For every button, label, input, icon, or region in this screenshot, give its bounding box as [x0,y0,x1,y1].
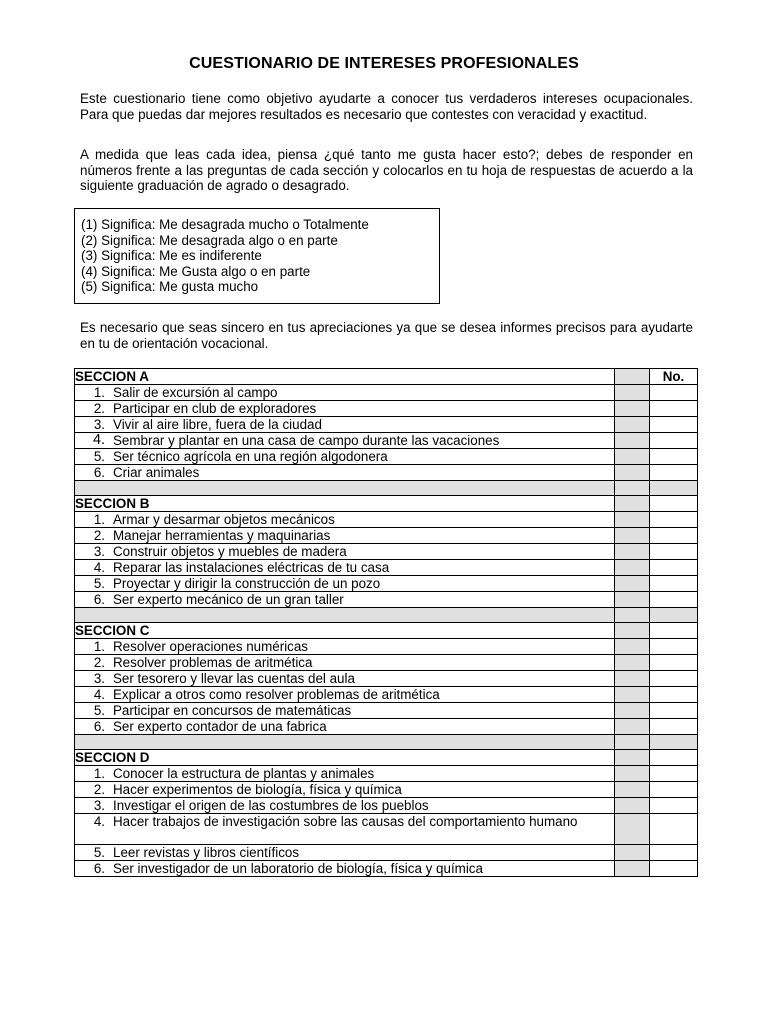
no-column-header: No. [650,369,698,385]
shaded-cell [615,385,650,401]
question-number: 3. [93,417,105,432]
scale-line: (4) Significa: Me Gusta algo o en parte [81,263,311,279]
shaded-cell [615,512,650,528]
question-cell [75,814,615,845]
question-cell [75,512,615,528]
section-title: SECCION B [75,496,615,512]
shaded-cell [615,798,650,814]
answer-cell[interactable] [650,385,698,401]
intro-paragraph-2: A medida que leas cada idea, piensa ¿qué tanto me gusta hacer esto?; debes de responder en números frente a las preguntas de cada sección y colocarlos en tu hoja de respuestas de acuerdo a la siguiente graduación de agrado o desagrado. [80,147,693,194]
separator-cell [615,735,650,750]
answer-cell[interactable] [650,655,698,671]
separator-cell [75,608,615,623]
question-text: Criar animales [113,465,200,480]
answer-cell[interactable] [650,845,698,861]
question-row [75,449,698,465]
question-text: Vivir al aire libre, fuera de la ciudad [113,417,322,432]
separator-cell [650,608,698,623]
section-header-row [75,496,698,512]
question-cell [75,592,615,608]
question-row [75,417,698,433]
question-cell [75,401,615,417]
question-text: Sembrar y plantar en una casa de campo durante las vacaciones [113,433,500,448]
rating-scale-box [74,208,440,304]
separator-row [75,481,698,496]
question-cell [75,528,615,544]
shaded-cell [615,750,650,766]
question-number: 1. [93,385,105,400]
section-title: SECCION A [75,369,615,385]
question-number: 2. [93,782,105,797]
question-row [75,560,698,576]
shaded-cell [615,861,650,877]
question-number: 5. [93,449,105,464]
shaded-cell [615,703,650,719]
answer-cell[interactable] [650,433,698,449]
question-cell [75,465,615,481]
scale-line: (3) Significa: Me es indiferente [81,248,262,263]
question-text: Ser experto contador de una fabrica [113,719,327,734]
answer-cell[interactable] [650,814,698,845]
intro-paragraph-1: Este cuestionario tiene como objetivo ayudarte a conocer tus verdaderos intereses ocupacionales. Para que puedas dar mejores resultados es necesario que contestes con veracidad y exactitud. [80,91,693,122]
question-number: 4. [93,814,105,829]
question-number: 3. [93,544,105,559]
question-row [75,703,698,719]
answer-cell[interactable] [650,639,698,655]
question-row [75,401,698,417]
separator-cell [615,608,650,623]
shaded-cell [615,814,650,845]
scale-line: (2) Significa: Me desagrada algo o en parte [81,232,338,248]
answer-cell[interactable] [650,623,698,639]
answer-cell[interactable] [650,401,698,417]
questionnaire-table [74,368,698,877]
shaded-cell [615,766,650,782]
shaded-cell [615,719,650,735]
answer-cell[interactable] [650,782,698,798]
separator-cell [75,481,615,496]
question-text: Ser experto mecánico de un gran taller [113,592,344,607]
question-cell [75,639,615,655]
answer-cell[interactable] [650,449,698,465]
question-number: 1. [93,512,105,527]
shaded-cell [615,623,650,639]
question-number: 4. [93,560,105,575]
question-number: 6. [93,719,105,734]
shaded-cell [615,655,650,671]
answer-cell[interactable] [650,528,698,544]
shaded-cell [615,417,650,433]
question-row [75,385,698,401]
shaded-cell [615,528,650,544]
question-cell [75,861,615,877]
question-text: Conocer la estructura de plantas y animales [113,766,375,781]
question-number: 2. [93,528,105,543]
question-row [75,528,698,544]
section-title: SECCION D [75,750,615,766]
question-cell [75,719,615,735]
question-number: 4. [92,432,105,448]
question-row [75,576,698,592]
question-row [75,671,698,687]
shaded-cell [615,465,650,481]
question-cell [75,782,615,798]
question-text: Resolver problemas de aritmética [113,655,313,670]
question-text: Ser investigador de un laboratorio de biología, física y química [113,861,483,876]
shaded-cell [615,560,650,576]
question-row [75,512,698,528]
section-header-row [75,750,698,766]
question-cell [75,655,615,671]
question-number: 6. [93,465,105,480]
question-number: 4. [93,687,105,702]
answer-cell[interactable] [650,496,698,512]
answer-cell[interactable] [650,417,698,433]
shaded-cell [615,433,650,449]
question-text: Hacer experimentos de biología, física y química [113,782,402,797]
question-row [75,798,698,814]
question-row [75,639,698,655]
question-number: 1. [93,639,105,654]
shaded-cell [615,576,650,592]
question-cell [75,417,615,433]
separator-cell [650,735,698,750]
question-text: Resolver operaciones numéricas [113,639,309,654]
separator-cell [615,481,650,496]
shaded-cell [615,544,650,560]
answer-cell[interactable] [650,703,698,719]
question-text: Ser técnico agrícola en una región algodonera [113,449,388,464]
question-number: 5. [93,845,105,860]
section-header-row [75,369,698,385]
question-number: 6. [93,592,105,607]
question-cell [75,576,615,592]
answer-cell[interactable] [650,798,698,814]
shaded-cell [615,782,650,798]
question-text: Participar en concursos de matemáticas [113,703,352,718]
answer-cell[interactable] [650,671,698,687]
question-row [75,433,698,449]
question-cell [75,766,615,782]
question-text: Participar en club de exploradores [113,401,317,416]
question-row [75,845,698,861]
question-number: 3. [93,798,105,813]
question-text: Proyectar y dirigir la construcción de un pozo [113,576,381,591]
question-row [75,544,698,560]
answer-cell[interactable] [650,766,698,782]
question-row [75,655,698,671]
question-text: Armar y desarmar objetos mecánicos [113,512,335,527]
shaded-cell [615,449,650,465]
question-text: Ser tesorero y llevar las cuentas del aula [113,671,355,686]
question-number: 2. [93,401,105,416]
shaded-cell [615,401,650,417]
question-cell [75,449,615,465]
question-text: Construir objetos y muebles de madera [113,544,347,559]
question-text: Salir de excursión al campo [113,385,278,400]
shaded-cell [615,592,650,608]
answer-cell[interactable] [650,592,698,608]
question-row [75,592,698,608]
shaded-cell [615,639,650,655]
answer-cell[interactable] [650,465,698,481]
question-row [75,814,698,845]
question-number: 3. [93,671,105,686]
intro-paragraph-3: Es necesario que seas sincero en tus apreciaciones ya que se desea informes precisos para ayudarte en tu de orientación vocacional. [80,320,693,351]
shaded-cell [615,687,650,703]
section-title: SECCION C [75,623,615,639]
shaded-cell [615,671,650,687]
scale-line: (5) Significa: Me gusta mucho [81,279,259,294]
question-number: 6. [93,861,105,876]
question-row [75,766,698,782]
separator-cell [650,481,698,496]
question-text: Explicar a otros como resolver problemas de aritmética [113,687,440,702]
question-number: 2. [93,655,105,670]
section-header-row [75,623,698,639]
question-row [75,719,698,735]
question-cell [75,798,615,814]
answer-cell[interactable] [650,750,698,766]
answer-cell[interactable] [650,544,698,560]
question-text: Manejar herramientas y maquinarias [113,528,331,543]
question-row [75,465,698,481]
shaded-cell [615,369,650,385]
page-title: CUESTIONARIO DE INTERESES PROFESIONALES [189,55,579,72]
answer-cell[interactable] [650,861,698,877]
question-cell [75,560,615,576]
answer-cell[interactable] [650,576,698,592]
question-cell [75,544,615,560]
scale-line: (1) Significa: Me desagrada mucho o Totalmente [81,217,369,232]
separator-row [75,608,698,623]
separator-cell [75,735,615,750]
answer-cell[interactable] [650,512,698,528]
shaded-cell [615,845,650,861]
question-text: Hacer trabajos de investigación sobre las causas del comportamiento humano [113,814,578,829]
question-cell [75,385,615,401]
question-cell [75,687,615,703]
answer-cell[interactable] [650,687,698,703]
question-text: Leer revistas y libros científicos [113,845,300,860]
question-row [75,861,698,877]
question-row [75,782,698,798]
separator-row [75,735,698,750]
question-number: 5. [93,576,105,591]
answer-cell[interactable] [650,719,698,735]
question-text: Reparar las instalaciones eléctricas de tu casa [113,560,390,575]
question-cell [75,433,615,449]
question-cell [75,703,615,719]
question-number: 1. [93,766,105,781]
question-row [75,687,698,703]
question-cell [75,671,615,687]
question-cell [75,845,615,861]
answer-cell[interactable] [650,560,698,576]
question-number: 5. [93,703,105,718]
question-text: Investigar el origen de las costumbres de los pueblos [113,798,429,813]
shaded-cell [615,496,650,512]
